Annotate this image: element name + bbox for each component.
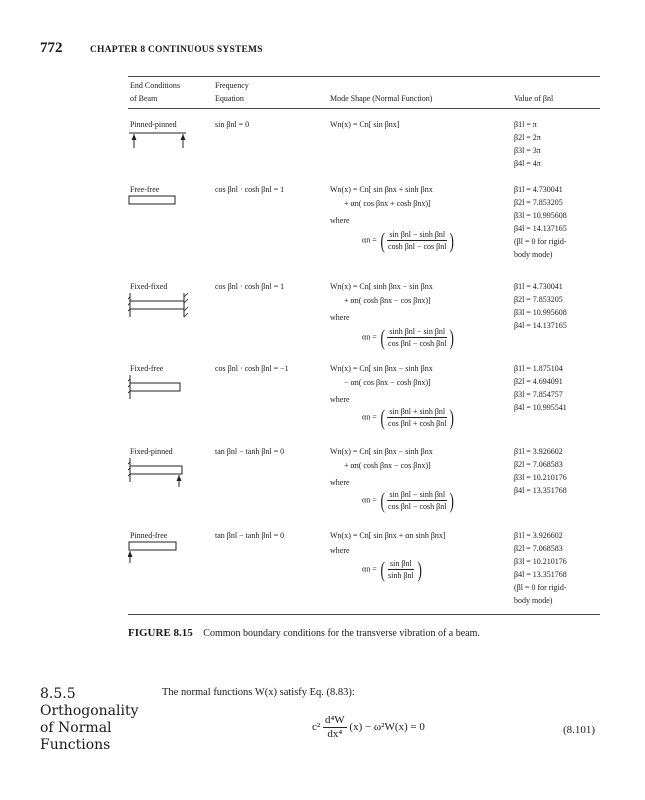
row-pinned-pinned-frequency: sin βnl = 0 — [215, 120, 250, 129]
col-frequency-line1: Frequency — [215, 81, 249, 90]
table-top-rule — [128, 76, 600, 77]
row-fixed-free-value-4: β4l = 10.995541 — [514, 403, 567, 412]
row-fixed-free-frequency: cos βnl · cosh βnl = −1 — [215, 364, 289, 373]
right-paren: ) — [449, 324, 455, 350]
fraction-numerator: sin βnl — [390, 559, 412, 568]
row-fixed-fixed-condition: Fixed-fixed — [130, 282, 168, 291]
fraction-body — [386, 229, 448, 252]
chapter-header: CHAPTER 8 CONTINUOUS SYSTEMS — [90, 45, 263, 55]
left-paren: ( — [380, 487, 385, 513]
fixed-free-beam-icon — [128, 373, 184, 401]
fraction-numerator: sin βnl − sinh βnl — [389, 230, 446, 239]
alpha-fraction — [379, 558, 423, 581]
col-end-conditions-line2: of Beam — [130, 94, 158, 103]
fraction-numerator: sinh βnl − sin βnl — [389, 327, 446, 336]
row-fixed-pinned-value-2: β2l = 7.068583 — [514, 460, 563, 469]
pinned-free-beam-icon — [128, 541, 180, 565]
fraction-body — [386, 489, 448, 512]
row-pinned-pinned-condition: Pinned-pinned — [130, 120, 177, 129]
row-pinned-free-alpha — [362, 558, 423, 581]
alpha-label: αn = — [362, 412, 377, 422]
row-free-free-alpha — [362, 229, 456, 252]
alpha-fraction — [379, 326, 456, 349]
fraction-body — [386, 406, 448, 429]
right-paren: ) — [449, 227, 455, 253]
row-pinned-free-value-3: β3l = 10.210176 — [514, 557, 567, 566]
row-fixed-fixed-value-3: β3l = 10.995608 — [514, 308, 567, 317]
row-pinned-pinned-value-4: β4l = 4π — [514, 159, 541, 168]
row-free-free-note-1: (βl = 0 for rigid- — [514, 237, 567, 246]
alpha-label: αn = — [362, 332, 377, 342]
row-free-free-mode-line1: Wn(x) = Cn[ sin βnx + sinh βnx — [330, 185, 433, 194]
table-bottom-rule — [128, 614, 600, 615]
row-fixed-free-alpha — [362, 406, 456, 429]
row-fixed-fixed-value-2: β2l = 7.853205 — [514, 295, 563, 304]
left-paren: ( — [380, 404, 385, 430]
row-pinned-pinned-mode-line1: Wn(x) = Cn[ sin βnx] — [330, 120, 400, 129]
row-fixed-free-mode-line2: − αn( cos βnx − cosh βnx)] — [344, 378, 431, 387]
row-fixed-free-value-1: β1l = 1.875104 — [514, 364, 563, 373]
row-fixed-fixed-where: where — [330, 313, 350, 322]
row-free-free-value-4: β4l = 14.137165 — [514, 224, 567, 233]
row-free-free-note-2: body mode) — [514, 250, 553, 259]
row-pinned-pinned-value-3: β3l = 3π — [514, 146, 541, 155]
row-pinned-free-value-2: β2l = 7.068583 — [514, 544, 563, 553]
row-fixed-free-value-3: β3l = 7.854757 — [514, 390, 563, 399]
col-beta-value: Value of βnl — [514, 94, 554, 103]
left-paren: ( — [380, 556, 385, 582]
row-fixed-free-condition: Fixed-free — [130, 364, 164, 373]
row-pinned-free-mode-line1: Wn(x) = Cn[ sin βnx + αn sinh βnx] — [330, 531, 446, 540]
equation-number: (8.101) — [563, 724, 596, 736]
row-fixed-pinned-value-3: β3l = 10.210176 — [514, 473, 567, 482]
fixed-pinned-beam-icon — [128, 456, 188, 488]
row-pinned-free-note-2: body mode) — [514, 596, 553, 605]
row-pinned-pinned-value-2: β2l = 2π — [514, 133, 541, 142]
section-heading — [40, 686, 139, 754]
row-fixed-fixed-frequency: cos βnl · cosh βnl = 1 — [215, 282, 285, 291]
row-pinned-free-condition: Pinned-free — [130, 531, 168, 540]
row-fixed-pinned-mode-line1: Wn(x) = Cn[ sin βnx − sinh βnx — [330, 447, 433, 456]
row-free-free-value-3: β3l = 10.995608 — [514, 211, 567, 220]
section-title-line3: Functions — [40, 737, 111, 753]
fixed-fixed-beam-icon — [128, 291, 188, 319]
figure-caption-text: Common boundary conditions for the transverse vibration of a beam. — [203, 628, 480, 639]
row-fixed-pinned-value-1: β1l = 3.926602 — [514, 447, 563, 456]
alpha-label: αn = — [362, 564, 377, 574]
row-pinned-pinned-value-1: β1l = π — [514, 120, 537, 129]
col-frequency-line2: Equation — [215, 94, 244, 103]
alpha-fraction — [379, 229, 456, 252]
fraction-denominator: sinh βnl — [388, 571, 414, 580]
row-fixed-pinned-condition: Fixed-pinned — [130, 447, 173, 456]
equation-rest: (x) − ω²W(x) = 0 — [349, 721, 425, 734]
row-pinned-free-value-4: β4l = 13.351768 — [514, 570, 567, 579]
col-end-conditions-line1: End Conditions — [130, 81, 181, 90]
left-paren: ( — [380, 227, 385, 253]
fraction-denominator: cosh βnl − cos βnl — [388, 242, 447, 251]
row-fixed-pinned-value-4: β4l = 13.351768 — [514, 486, 567, 495]
row-free-free-mode-line2: + αn( cos βnx + cosh βnx)] — [344, 199, 431, 208]
figure-label: FIGURE 8.15 — [128, 627, 193, 639]
row-fixed-pinned-mode-line2: + αn( cosh βnx − cos βnx)] — [344, 461, 431, 470]
pinned-pinned-beam-icon — [128, 129, 188, 151]
alpha-label: αn = — [362, 235, 377, 245]
row-fixed-fixed-alpha — [362, 326, 456, 349]
fraction-numerator: sin βnl − sinh βnl — [389, 490, 446, 499]
row-fixed-pinned-where: where — [330, 478, 350, 487]
equation-8-101 — [312, 714, 425, 741]
section-title-line1: Orthogonality — [40, 703, 139, 719]
alpha-fraction — [379, 406, 456, 429]
table-header-rule — [128, 108, 600, 109]
equation-derivative — [323, 714, 347, 741]
figure-caption — [128, 627, 480, 639]
row-fixed-free-mode-line1: Wn(x) = Cn[ sin βnx − sinh βnx — [330, 364, 433, 373]
body-paragraph: The normal functions W(x) satisfy Eq. (8.83): — [162, 687, 355, 698]
col-mode-shape: Mode Shape (Normal Function) — [330, 94, 433, 103]
section-title-line2: of Normal — [40, 720, 112, 736]
row-fixed-free-where: where — [330, 395, 350, 404]
derivative-denominator: dx⁴ — [327, 728, 343, 740]
row-fixed-pinned-alpha — [362, 489, 456, 512]
row-fixed-free-value-2: β2l = 4.694091 — [514, 377, 563, 386]
row-free-free-frequency: cos βnl · cosh βnl = 1 — [215, 185, 285, 194]
free-free-beam-icon — [128, 195, 180, 207]
left-paren: ( — [380, 324, 385, 350]
row-free-free-condition: Free-free — [130, 185, 160, 194]
page-number: 772 — [40, 40, 63, 56]
alpha-label: αn = — [362, 495, 377, 505]
equation-coefficient: c² — [312, 721, 321, 734]
derivative-numerator: d⁴W — [324, 714, 345, 726]
row-free-free-where: where — [330, 216, 350, 225]
alpha-fraction — [379, 489, 456, 512]
row-free-free-value-1: β1l = 4.730041 — [514, 185, 563, 194]
fraction-body — [386, 326, 448, 349]
right-paren: ) — [449, 404, 455, 430]
row-fixed-fixed-value-4: β4l = 14.137165 — [514, 321, 567, 330]
row-fixed-pinned-frequency: tan βnl − tanh βnl = 0 — [215, 447, 285, 456]
fraction-denominator: cos βnl + cosh βnl — [388, 419, 447, 428]
row-fixed-fixed-value-1: β1l = 4.730041 — [514, 282, 563, 291]
right-paren: ) — [417, 556, 422, 582]
row-pinned-free-where: where — [330, 546, 350, 555]
row-pinned-free-frequency: tan βnl − tanh βnl = 0 — [215, 531, 285, 540]
fraction-denominator: cos βnl − cosh βnl — [388, 339, 447, 348]
row-fixed-fixed-mode-line2: + αn( cosh βnx − cos βnx)] — [344, 296, 431, 305]
row-fixed-fixed-mode-line1: Wn(x) = Cn[ sinh βnx − sin βnx — [330, 282, 433, 291]
row-pinned-free-value-1: β1l = 3.926602 — [514, 531, 563, 540]
row-free-free-value-2: β2l = 7.853205 — [514, 198, 563, 207]
fraction-numerator: sin βnl + sinh βnl — [389, 407, 446, 416]
section-number: 8.5.5 — [40, 686, 76, 702]
fraction-body — [386, 558, 416, 581]
fraction-denominator: cos βnl − cosh βnl — [388, 502, 447, 511]
right-paren: ) — [449, 487, 455, 513]
row-pinned-free-note-1: (βl = 0 for rigid- — [514, 583, 567, 592]
